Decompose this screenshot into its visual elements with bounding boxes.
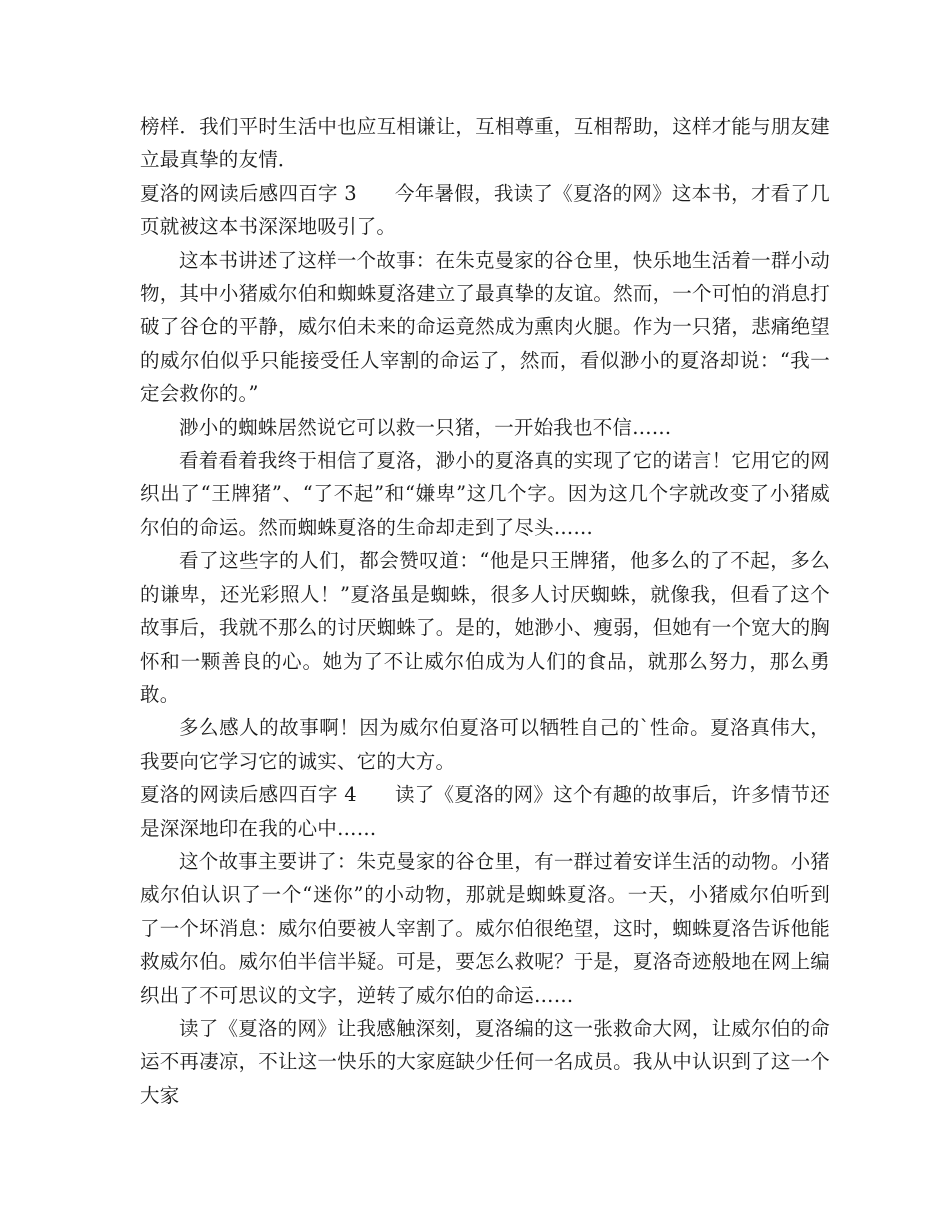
section-heading: 夏洛的网读后感四百字 4: [140, 783, 357, 807]
document-body: [140, 110, 830, 1112]
paragraph: 看着看着我终于相信了夏洛，渺小的夏洛真的实现了它的诺言！它用它的网织出了“王牌猪”、“了不起”和“嫌卑”这几个字。因为这几个字就改变了小猪威尔伯的命运。然而蜘蛛夏洛的生命却走到了尽头……: [140, 449, 830, 539]
section-intro-text: 今年暑假，我读了《夏洛的网》这本书，才看了几页就被这本书深深地吸引了。: [140, 181, 830, 239]
paragraph: 榜样．我们平时生活中也应互相谦让，互相尊重，互相帮助，这样才能与朋友建立最真挚的友情．: [140, 115, 830, 172]
paragraph: 多么感人的故事啊！因为威尔伯夏洛可以牺牲自己的`性命。夏洛真伟大，我要向它学习它的诚实、它的大方。: [140, 716, 830, 773]
section-heading: 夏洛的网读后感四百字 3: [140, 181, 357, 205]
paragraph: 看了这些字的人们，都会赞叹道：“他是只王牌猪，他多么的了不起，多么的谦卑，还光彩照人！”夏洛虽是蜘蛛，很多人讨厌蜘蛛，就像我，但看了这个故事后，我就不那么的讨厌蜘蛛了。是的，她渺小、瘦弱，但她有一个宽大的胸怀和一颗善良的心。她为了不让威尔伯成为人们的食品，就那么努力，那么勇敢。: [140, 549, 830, 706]
paragraph: 读了《夏洛的网》让我感触深刻，夏洛编的这一张救命大网，让威尔伯的命运不再凄凉，不让这一快乐的大家庭缺少任何一名成员。我从中认识到了这一个大家: [140, 1016, 830, 1107]
paragraph: 这个故事主要讲了：朱克曼家的谷仓里，有一群过着安详生活的动物。小猪威尔伯认识了一个“迷你”的小动物，那就是蜘蛛夏洛。一天，小猪威尔伯听到了一个坏消息：威尔伯要被人宰割了。威尔伯很绝望，这时，蜘蛛夏洛告诉他能救威尔伯。威尔伯半信半疑。可是，要怎么救呢？于是，夏洛奇迹般地在网上编织出了不可思议的文字，逆转了威尔伯的命运……: [140, 849, 830, 1007]
section-intro-text: 读了《夏洛的网》这个有趣的故事后，许多情节还是深深地印在我的心中……: [140, 783, 830, 840]
paragraph: 这本书讲述了这样一个故事：在朱克曼家的谷仓里，快乐地生活着一群小动物，其中小猪威尔伯和蜘蛛夏洛建立了最真挚的友谊。然而，一个可怕的消息打破了谷仓的平静，威尔伯未来的命运竟然成为熏肉火腿。作为一只猪，悲痛绝望的威尔伯似乎只能接受任人宰割的命运了，然而，看似渺小的夏洛却说：“我一定会救你的。”: [140, 248, 830, 406]
paragraph: 渺小的蜘蛛居然说它可以救一只猪，一开始我也不信……: [179, 415, 672, 439]
section-heading-paragraph: [140, 778, 830, 845]
section-heading-paragraph: [140, 177, 830, 244]
